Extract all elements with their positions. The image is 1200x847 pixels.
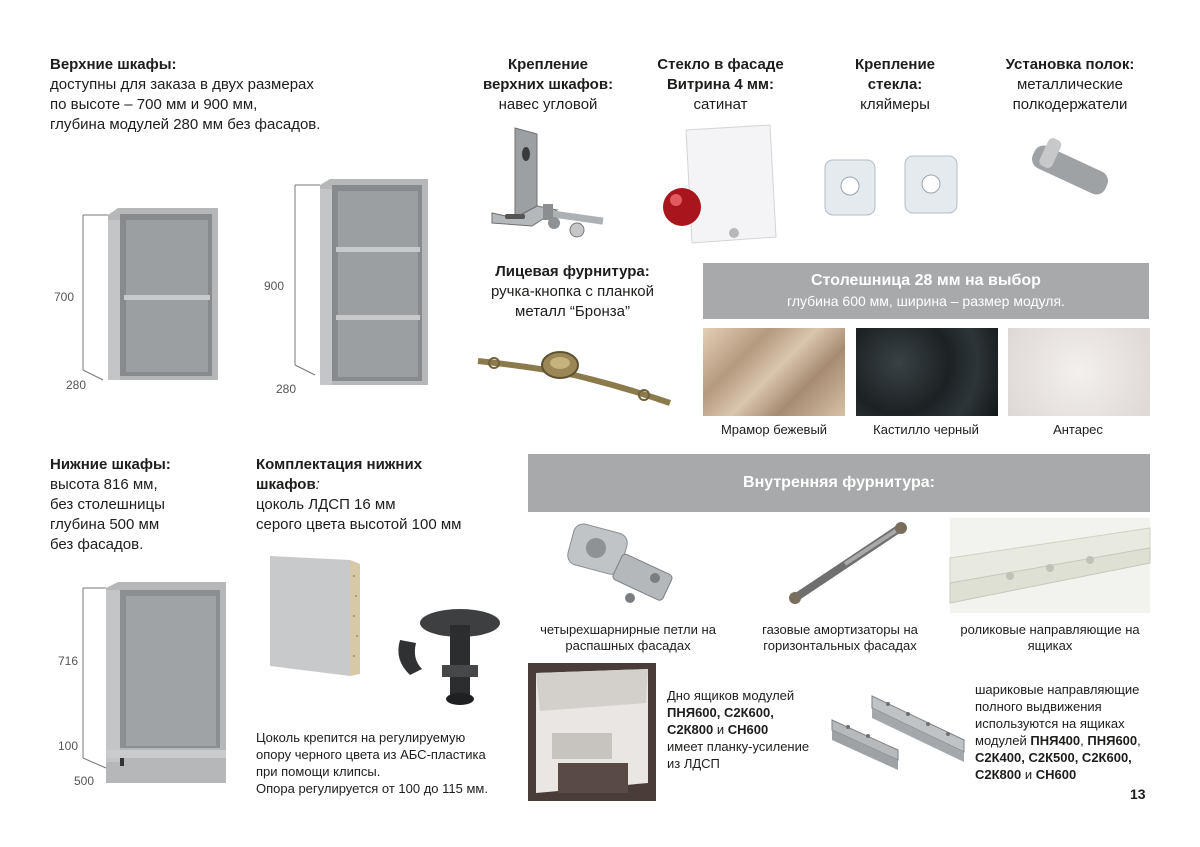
- ball-note-6c: СН600: [1035, 767, 1077, 782]
- handle-title: Лицевая фурнитура:: [495, 263, 650, 280]
- mount-title-2: верхних шкафов:: [482, 76, 614, 93]
- ball-note-2: полного выдвижения: [975, 699, 1102, 714]
- countertop-title: Столешница 28 мм на выбор: [811, 272, 1041, 289]
- gas-caption-2: горизонтальных фасадах: [763, 638, 917, 653]
- roller-caption-1: роликовые направляющие на: [960, 622, 1140, 637]
- drawer-note: [667, 687, 809, 772]
- lower-cabinet-drawing: [78, 578, 248, 793]
- support-leg-image: [390, 605, 510, 715]
- drawer-photo: [528, 663, 656, 801]
- roller-caption-2: ящиках: [1027, 638, 1073, 653]
- dim-500: 500: [74, 774, 95, 788]
- ball-note-5: С2К400, С2К500, С2К600,: [975, 750, 1132, 765]
- glass-block: [638, 55, 803, 115]
- ball-slides-image: [828, 690, 968, 800]
- ball-note-6a: С2К800: [975, 767, 1022, 782]
- countertop-header: [703, 263, 1149, 319]
- gas-strut-image: [775, 518, 915, 608]
- swatch-label-castillo: Кастилло черный: [873, 422, 979, 437]
- swatch-marble-beige: [703, 328, 845, 416]
- ball-note-4a: модулей: [975, 733, 1031, 748]
- glass-mount-title-2: стекла:: [867, 76, 923, 93]
- mount-bracket-image: [487, 128, 617, 238]
- ball-note-3: используются на ящиках: [975, 716, 1125, 731]
- lower-set-title-2: шкафов: [256, 476, 316, 493]
- lower-set-block: [256, 455, 461, 535]
- glass-desc: сатинат: [693, 96, 748, 113]
- drawer-note-4: имеет планку-усиление: [667, 739, 810, 754]
- shelves-desc-1: металлические: [1016, 76, 1124, 93]
- hinges-caption: [528, 622, 728, 654]
- drawer-note-2: ПНЯ600, С2К600,: [667, 705, 774, 720]
- mount-desc: навес угловой: [498, 96, 598, 113]
- ball-note-4b: ПНЯ400: [1030, 733, 1081, 748]
- lower-set-title-2-suffix: :: [315, 476, 320, 493]
- upper-cabinets-title: Верхние шкафы:: [50, 56, 177, 73]
- shelves-title: Установка полок:: [1005, 56, 1135, 73]
- internal-hardware-header: Внутренняя фурнитура:: [528, 454, 1150, 512]
- gas-caption-1: газовые амортизаторы на: [762, 622, 918, 637]
- ball-note-4d: ПНЯ600: [1087, 733, 1138, 748]
- dim-280-a: 280: [66, 378, 87, 392]
- dim-900: 900: [264, 279, 285, 293]
- ball-note-4c: ,: [1080, 733, 1088, 748]
- dim-280-b: 280: [276, 382, 297, 396]
- plinth-note-1: Цоколь крепится на регулируемую: [256, 730, 466, 745]
- upper-cabinet-700-drawing: [78, 200, 278, 400]
- swatch-castillo-black: [856, 328, 998, 416]
- drawer-note-3a: С2К800: [667, 722, 714, 737]
- upper-line-3: глубина модулей 280 мм без фасадов.: [50, 116, 321, 133]
- hinges-caption-1: четырехшарнирные петли на: [540, 622, 716, 637]
- countertop-subtitle: глубина 600 мм, ширина – размер модуля.: [787, 293, 1065, 309]
- ball-note-1: шариковые направляющие: [975, 682, 1140, 697]
- mount-title-1: Крепление: [507, 56, 589, 73]
- swatch-label-marble: Мрамор бежевый: [720, 422, 828, 437]
- ball-note-4e: ,: [1137, 733, 1141, 748]
- handle-block: [470, 262, 675, 322]
- mount-block: [468, 55, 628, 115]
- drawer-note-1: Дно ящиков модулей: [667, 688, 795, 703]
- lower-line-3: глубина 500 мм: [50, 516, 160, 533]
- plinth-note-2: опору черного цвета из АБС-пластика: [256, 747, 486, 762]
- glass-title-1: Стекло в фасаде: [657, 56, 784, 73]
- glass-facade-image: [658, 125, 788, 245]
- upper-cabinets-block: [50, 55, 320, 135]
- ball-slides-note: [975, 681, 1141, 783]
- handle-desc-2: металл “Бронза”: [515, 303, 630, 320]
- page-number: 13: [1130, 786, 1146, 802]
- lower-line-2: без столешницы: [50, 496, 165, 513]
- handle-desc-1: ручка-кнопка с планкой: [490, 283, 655, 300]
- plinth-note-3: при помощи клипсы.: [256, 764, 381, 779]
- bronze-handle-image: [474, 345, 674, 415]
- drawer-note-5: из ЛДСП: [667, 756, 720, 771]
- roller-caption: [950, 622, 1150, 654]
- plinth-panel-image: [270, 556, 370, 676]
- upper-line-1: доступны для заказа в двух размерах: [50, 76, 314, 93]
- lower-set-desc-1: цоколь ЛДСП 16 мм: [256, 496, 396, 513]
- lower-cabinets-title: Нижние шкафы:: [50, 456, 171, 473]
- upper-line-2: по высоте – 700 мм и 900 мм,: [50, 96, 258, 113]
- glass-title-2: Витрина 4 мм:: [666, 76, 775, 93]
- ball-note-6b: и: [1021, 767, 1036, 782]
- drawer-note-3b: и: [713, 722, 728, 737]
- lower-line-1: высота 816 мм,: [50, 476, 158, 493]
- glass-mount-desc: кляймеры: [860, 96, 930, 113]
- lower-set-desc-2: серого цвета высотой 100 мм: [256, 516, 462, 533]
- glass-mount-title-1: Крепление: [854, 56, 936, 73]
- swatch-label-antares: Антарес: [1053, 422, 1103, 437]
- gas-caption: [740, 622, 940, 654]
- plinth-note: [256, 729, 488, 797]
- shelf-holder-image: [1020, 140, 1130, 220]
- shelves-block: [985, 55, 1155, 115]
- upper-cabinet-900-drawing: [290, 175, 490, 395]
- hinges-caption-2: распашных фасадах: [565, 638, 691, 653]
- swatch-antares: [1008, 328, 1150, 416]
- dim-716: 716: [58, 654, 79, 668]
- roller-guide-image: [950, 518, 1150, 613]
- lower-cabinets-block: [50, 455, 171, 555]
- hinge-image: [560, 518, 690, 613]
- lower-line-4: без фасадов.: [50, 536, 144, 553]
- lower-set-title-1: Комплектация нижних: [256, 456, 423, 473]
- plinth-note-4: Опора регулируется от 100 до 115 мм.: [256, 781, 488, 796]
- shelves-desc-2: полкодержатели: [1012, 96, 1128, 113]
- glass-mount-block: [820, 55, 970, 115]
- dim-100: 100: [58, 739, 79, 753]
- dim-700: 700: [54, 290, 75, 304]
- glass-clamp-image: [820, 148, 970, 228]
- drawer-note-3c: СН600: [727, 722, 769, 737]
